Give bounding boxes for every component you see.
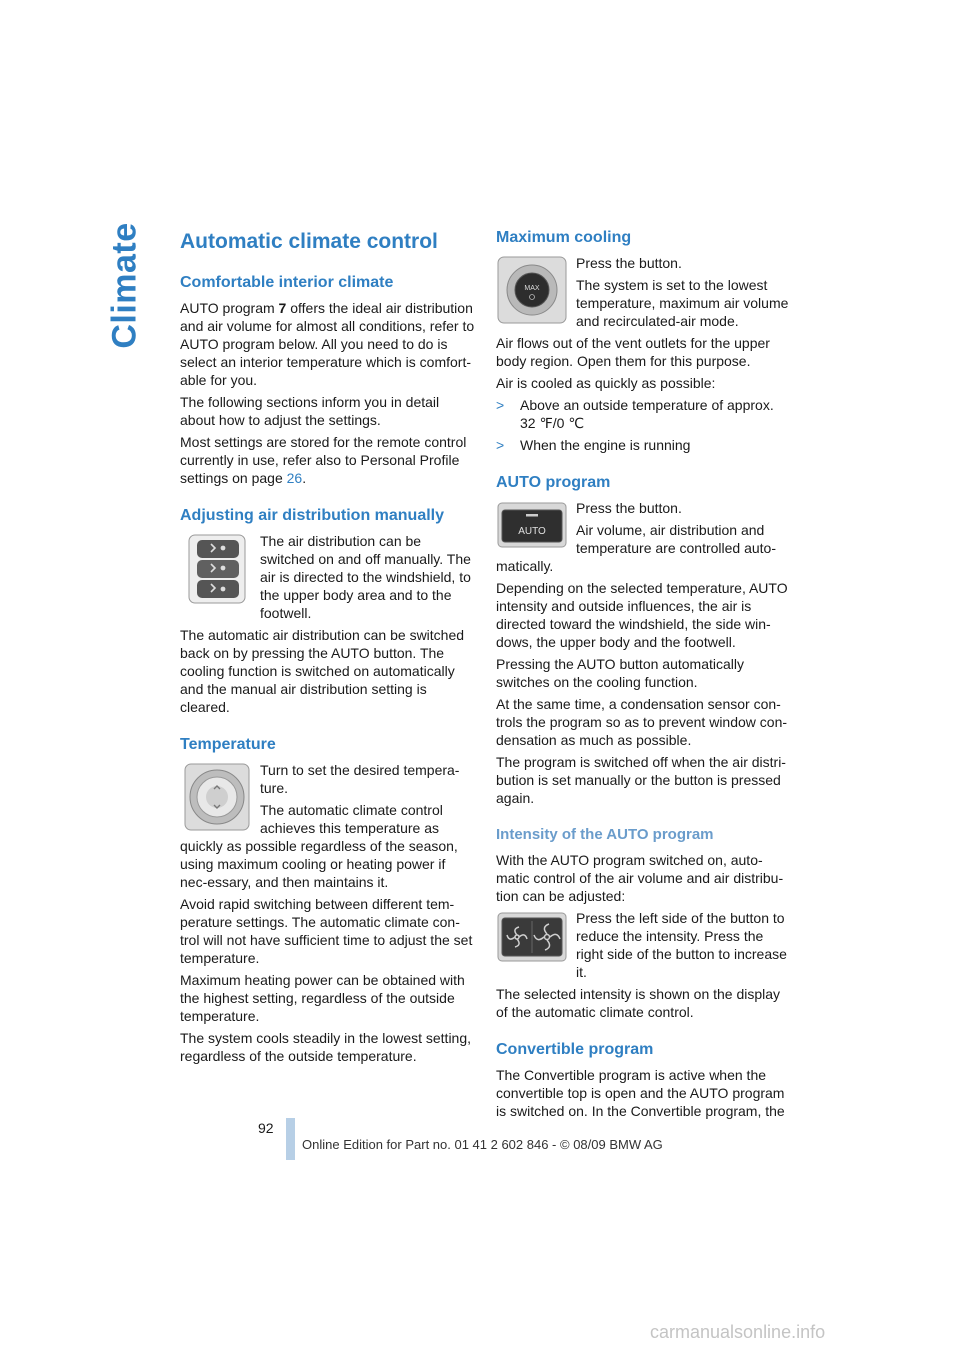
air-distribution-paragraph-1: The air distribution can be switched on and off manually. The air is directed to the windshield, to the upper body area and to the footwell.	[260, 533, 471, 621]
watermark: carmanualsonline.info	[650, 1322, 826, 1342]
page-26-link[interactable]: 26	[286, 470, 303, 486]
bullet-text: When the engine is running	[520, 437, 691, 453]
max-cooling-paragraph-3: Air flows out of the vent outlets for the upper body region. Open them for this purpose.	[496, 335, 770, 369]
fan-intensity-button-icon	[496, 911, 568, 963]
auto-program-heading: AUTO program	[496, 474, 611, 491]
max-cooling-paragraph-1: Press the button.	[576, 255, 682, 271]
auto-program-section	[496, 473, 792, 807]
air-distribution-heading: Adjusting air distribution manually	[180, 507, 445, 524]
temperature-paragraph-2: The automatic climate control achieves this temperature as quickly as possible regardless of the season, using maximum cooling or heating power if nec-essary, and then maintains it.	[180, 802, 458, 890]
svg-text:MAX: MAX	[524, 285, 540, 292]
bullet-marker: >	[496, 397, 505, 413]
convertible-section	[496, 1040, 792, 1120]
left-column	[180, 228, 476, 1069]
bullet-marker: >	[496, 437, 505, 453]
intensity-heading: Intensity of the AUTO program	[496, 826, 714, 843]
air-distribution-buttons-icon	[180, 534, 254, 604]
max-cooling-button-icon	[496, 256, 568, 324]
auto-paragraph-3: Depending on the selected temperature, AUTO intensity and outside influences, the air is directed toward the windshield, the side win-dows, the upper body and the footwell.	[496, 580, 788, 650]
intensity-section	[496, 825, 792, 1021]
auto-paragraph-6: The program is switched off when the air distri-bution is set manually or the button is pressed again.	[496, 754, 786, 806]
intensity-paragraph-2: Press the left side of the button to reduce the intensity. Press the right side of the button to increase it.	[576, 910, 787, 980]
convertible-heading: Convertible program	[496, 1041, 654, 1058]
intensity-paragraph-1: With the AUTO program switched on, auto-matic control of the air volume and air distribu-tion can be adjusted:	[496, 852, 784, 904]
page-number: 92	[258, 1120, 274, 1136]
air-distribution-paragraph-2: The automatic air distribution can be switched back on by pressing the AUTO button. The cooling function is switched on automatically and the manual air distribution setting is cleared.	[180, 627, 465, 715]
max-cooling-heading: Maximum cooling	[496, 229, 632, 246]
bullet-text: Above an outside temperature of approx. 32 ℉/0 ℃	[520, 397, 774, 431]
temperature-heading: Temperature	[180, 736, 276, 753]
temperature-knob-icon	[180, 763, 254, 831]
edition-text: Online Edition for Part no. 01 41 2 602 846 - © 08/09 BMW AG	[302, 1137, 663, 1152]
section-tab	[100, 221, 150, 349]
page-title: Automatic climate control	[180, 230, 438, 253]
comfort-paragraph-1: AUTO program 7 offers the ideal air distribution and air volume for almost all conditions, refer to AUTO program below. All you need to do is select an interior temperature which is comfort-able for you.	[180, 300, 475, 388]
footer-bar	[286, 1118, 295, 1160]
comfort-heading: Comfortable interior climate	[180, 274, 394, 291]
right-column	[496, 228, 792, 1124]
auto-paragraph-4: Pressing the AUTO button automatically switches on the cooling function.	[496, 656, 744, 690]
convertible-paragraph-1: The Convertible program is active when the convertible top is open and the AUTO program is switched on. In the Convertible program, the	[496, 1067, 785, 1119]
intensity-paragraph-3: The selected intensity is shown on the display of the automatic climate control.	[496, 986, 781, 1020]
max-cooling-paragraph-4: Air is cooled as quickly as possible:	[496, 375, 716, 391]
auto-paragraph-2: Air volume, air distribution and temperature are controlled auto-matically.	[496, 522, 776, 574]
comfort-section	[180, 273, 476, 487]
temperature-paragraph-3: Avoid rapid switching between different tem-perature settings. The automatic climate con-trol will not have sufficient time to adjust the set temperature.	[180, 896, 473, 966]
temperature-paragraph-1: Turn to set the desired tempera-ture.	[260, 762, 460, 796]
temperature-section	[180, 735, 476, 1065]
svg-text:AUTO: AUTO	[518, 526, 546, 537]
comfort-paragraph-2: The following sections inform you in detail about how to adjust the settings.	[180, 394, 440, 428]
auto-button-icon	[496, 501, 568, 549]
auto-paragraph-5: At the same time, a condensation sensor con-trols the program so as to prevent window con-densation as much as possible.	[496, 696, 788, 748]
temperature-paragraph-4: Maximum heating power can be obtained with the highest setting, regardless of the outside temperature.	[180, 972, 465, 1024]
temperature-paragraph-5: The system cools steadily in the lowest setting, regardless of the outside temperature.	[180, 1030, 472, 1064]
max-cooling-paragraph-2: The system is set to the lowest temperature, maximum air volume and recirculated-air mode.	[576, 277, 789, 329]
air-distribution-section	[180, 506, 476, 716]
max-cooling-section	[496, 228, 792, 454]
auto-paragraph-1: Press the button.	[576, 500, 682, 516]
section-tab-label: Climate	[105, 221, 144, 349]
comfort-paragraph-3: Most settings are stored for the remote control currently in use, refer also to Personal Profile settings on page 26.	[180, 434, 467, 486]
list-item	[496, 436, 792, 454]
list-item	[496, 396, 792, 432]
